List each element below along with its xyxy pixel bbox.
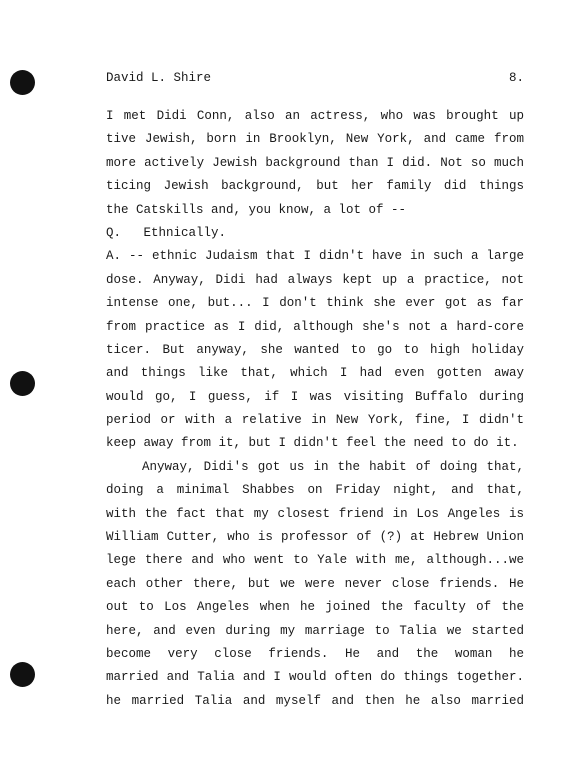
text-line: ticing Jewish background, but her family did things bbox=[106, 179, 524, 194]
text-line: the Catskills and, you know, a lot of -- bbox=[106, 202, 407, 217]
text-line: period or with a relative in New York, fine, I didn't bbox=[106, 413, 524, 428]
text-line: with the fact that my closest friend in Los Angeles is bbox=[106, 506, 524, 521]
answer-line: A. -- ethnic Judaism that I didn't have in such a large bbox=[106, 249, 524, 264]
question-line: Q. Ethnically. bbox=[106, 225, 227, 240]
text-line: become very close friends. He and the woman he bbox=[106, 646, 524, 661]
text-line: and things like that, which I had even gotten away bbox=[106, 366, 524, 381]
text-line: would go, I guess, if I was visiting Buffalo during bbox=[106, 389, 524, 404]
text-line: out to Los Angeles when he joined the faculty of the bbox=[106, 600, 524, 615]
text-line: William Cutter, who is professor of (?) at Hebrew Union bbox=[106, 530, 524, 545]
text-line: ticer. But anyway, she wanted to go to high holiday bbox=[106, 342, 524, 357]
text-line: married and Talia and I would often do things together. bbox=[106, 670, 524, 685]
page-header bbox=[106, 70, 524, 86]
paragraph-start-line: Anyway, Didi's got us in the habit of doing that, bbox=[142, 459, 524, 474]
text-line: doing a minimal Shabbes on Friday night, and that, bbox=[106, 483, 524, 498]
text-line: tive Jewish, born in Brooklyn, New York, and came from bbox=[106, 132, 524, 147]
binder-hole-top bbox=[10, 70, 35, 95]
header-title: David L. Shire bbox=[106, 71, 212, 85]
text-line: I met Didi Conn, also an actress, who was brought up bbox=[106, 109, 524, 123]
text-line: more actively Jewish background than I did. Not so much bbox=[106, 155, 524, 170]
text-line: keep away from it, but I didn't feel the need to do it. bbox=[106, 436, 519, 451]
text-line: dose. Anyway, Didi had always kept up a practice, not bbox=[106, 272, 524, 287]
text-line: here, and even during my marriage to Talia we started bbox=[106, 623, 524, 638]
text-line: lege there and who went to Yale with me, although...we bbox=[106, 553, 524, 568]
transcript-body bbox=[106, 105, 524, 713]
binder-hole-bottom bbox=[10, 662, 35, 687]
text-line: each other there, but we were never close friends. He bbox=[106, 576, 524, 591]
text-line: intense one, but... I don't think she ever got as far bbox=[106, 296, 524, 311]
text-line: he married Talia and myself and then he also married bbox=[106, 693, 524, 708]
page-number: 8. bbox=[508, 71, 524, 85]
text-line: from practice as I did, although she's not a hard-core bbox=[106, 319, 524, 334]
binder-hole-middle bbox=[10, 371, 35, 396]
